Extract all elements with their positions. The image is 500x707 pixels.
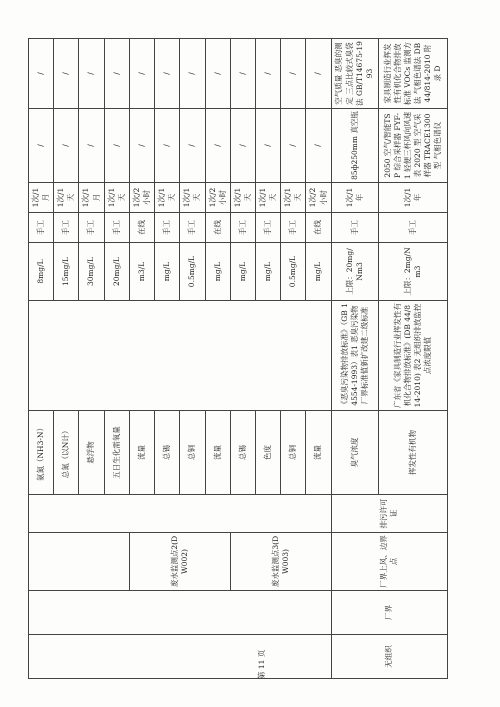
point-cell: 废水监测点2(DW002) — [129, 533, 230, 591]
item-cell: 悬浮物 — [79, 411, 104, 495]
freq-cell: 1次/1天 — [230, 183, 255, 213]
method-cell: 空气质量 恶臭的测定 三点比较式臭袋法 GB/T14675-1993 — [331, 39, 378, 109]
method-cell: / — [230, 39, 255, 109]
point-cell: 废水监测点3(DW003) — [230, 533, 331, 591]
method-cell: / — [306, 39, 331, 109]
mode-cell: 在线 — [205, 213, 230, 243]
mode-cell: 手工 — [180, 213, 205, 243]
limit-cell: m3/L — [129, 243, 154, 301]
device-cell: 85ф250mm 真空瓶 — [331, 109, 378, 183]
mode-cell: 在线 — [306, 213, 331, 243]
device-cell: 2050 空气/智能TSP 综合采样器 FYF-1 轻便三杯风向风速表 2020 型 空气采样器 TRACE1300 型 气相色谱仪 — [378, 109, 447, 183]
method-cell: / — [29, 39, 54, 109]
device-cell: / — [104, 109, 129, 183]
device-cell: / — [155, 109, 180, 183]
rotated-table-wrapper — [28, 39, 448, 679]
mode-cell: 手工 — [378, 213, 447, 243]
item-cell: 总铜 — [180, 411, 205, 495]
limit-cell: 20mg/L — [104, 243, 129, 301]
device-cell: / — [281, 109, 306, 183]
device-cell: / — [180, 109, 205, 183]
method-cell: 家具制造行业挥发性有机化合物排放标准 VOCs 监测方法 气相色谱法 DB 44/814-2010 附录 D — [378, 39, 447, 109]
limit-cell: 上限：2mg/Nm3 — [378, 243, 447, 301]
standard-cell — [29, 301, 332, 411]
limit-cell: 0.5mg/L — [180, 243, 205, 301]
mode-cell: 手工 — [331, 213, 378, 243]
freq-cell: 1次/1天 — [54, 183, 79, 213]
category-cell — [29, 635, 332, 679]
mode-cell: 手工 — [79, 213, 104, 243]
mode-cell: 在线 — [129, 213, 154, 243]
basis-cell: 排污许可证 — [331, 495, 447, 533]
location-cell: 厂界 — [331, 591, 447, 635]
device-cell: / — [205, 109, 230, 183]
page-number: 第 11 页 — [257, 649, 266, 679]
limit-cell: 30mg/L — [79, 243, 104, 301]
freq-cell: 1次/1天 — [255, 183, 280, 213]
limit-cell: mg/L — [255, 243, 280, 301]
table-row — [29, 39, 54, 679]
mode-cell: 手工 — [104, 213, 129, 243]
monitoring-table — [28, 38, 448, 679]
method-cell: / — [79, 39, 104, 109]
item-cell: 色度 — [255, 411, 280, 495]
method-cell: / — [205, 39, 230, 109]
limit-cell: 15mg/L — [54, 243, 79, 301]
item-cell: 流量 — [205, 411, 230, 495]
freq-cell: 1次/1天 — [155, 183, 180, 213]
item-cell: 臭气浓度 — [331, 411, 378, 495]
method-cell: / — [255, 39, 280, 109]
table-row — [331, 39, 378, 679]
table-body — [29, 39, 448, 679]
limit-cell: mg/L — [155, 243, 180, 301]
mode-cell: 手工 — [230, 213, 255, 243]
mode-cell: 手工 — [155, 213, 180, 243]
location-cell — [29, 591, 332, 635]
freq-cell: 1次/2小时 — [129, 183, 154, 213]
standard-cell: 《恶臭污染物排放标准》（GB 14554-1993）表1 恶臭污染物厂界标准值新扩改建二级标准 — [331, 301, 378, 411]
item-cell: 总铜 — [281, 411, 306, 495]
method-cell: / — [180, 39, 205, 109]
limit-cell: mg/L — [230, 243, 255, 301]
category-cell: 无组织 — [331, 635, 447, 679]
freq-cell: 1次/1天 — [104, 183, 129, 213]
device-cell: / — [255, 109, 280, 183]
device-cell: / — [29, 109, 54, 183]
freq-cell: 1次/1天 — [281, 183, 306, 213]
method-cell: / — [155, 39, 180, 109]
freq-cell: 1次/1年 — [331, 183, 378, 213]
point-cell: 厂界上风、边界点 — [331, 533, 447, 591]
method-cell: / — [281, 39, 306, 109]
point-cell — [29, 533, 130, 591]
basis-cell — [29, 495, 332, 533]
method-cell: / — [54, 39, 79, 109]
freq-cell: 1次/1月 — [79, 183, 104, 213]
mode-cell: 手工 — [255, 213, 280, 243]
standard-cell: 广东省《家具制造行业挥发性有机化合物排放标准》(DB 44/814-2010) 表2 无组织排放监控点浓度限值 — [378, 301, 447, 411]
item-cell: 总锡 — [155, 411, 180, 495]
item-cell: 氨氮（NH3-N） — [29, 411, 54, 495]
freq-cell: 1次/1年 — [378, 183, 447, 213]
mode-cell: 手工 — [29, 213, 54, 243]
item-cell: 流量 — [306, 411, 331, 495]
method-cell: / — [129, 39, 154, 109]
freq-cell: 1次/2小时 — [205, 183, 230, 213]
device-cell: / — [54, 109, 79, 183]
item-cell: 挥发性有机物 — [378, 411, 447, 495]
device-cell: / — [306, 109, 331, 183]
limit-cell: mg/L — [205, 243, 230, 301]
freq-cell: 1次/2小时 — [306, 183, 331, 213]
device-cell: / — [230, 109, 255, 183]
freq-cell: 1次/1天 — [180, 183, 205, 213]
mode-cell: 手工 — [54, 213, 79, 243]
device-cell: / — [129, 109, 154, 183]
item-cell: 总锡 — [230, 411, 255, 495]
device-cell: / — [79, 109, 104, 183]
limit-cell: 8mg/L — [29, 243, 54, 301]
limit-cell: mg/L — [306, 243, 331, 301]
method-cell: / — [104, 39, 129, 109]
mode-cell: 手工 — [281, 213, 306, 243]
limit-cell: 0.5mg/L — [281, 243, 306, 301]
item-cell: 流量 — [129, 411, 154, 495]
item-cell: 五日生化需氧量 — [104, 411, 129, 495]
item-cell: 总氮（以N计） — [54, 411, 79, 495]
freq-cell: 1次/1月 — [29, 183, 54, 213]
limit-cell: 上限：20mg/Nm3 — [331, 243, 378, 301]
